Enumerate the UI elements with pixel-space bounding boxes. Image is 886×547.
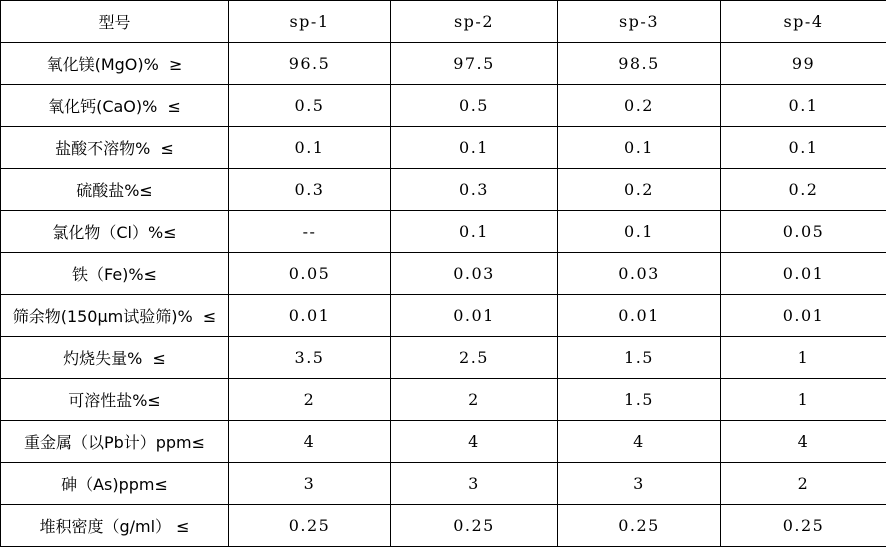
cell-value: 98.5 xyxy=(558,43,721,85)
cell-value: 0.25 xyxy=(391,505,558,547)
table-header-row xyxy=(1,1,886,43)
cell-value: 0.1 xyxy=(721,127,886,169)
header-model-label: 型号 xyxy=(1,1,229,43)
cell-value: 4 xyxy=(391,421,558,463)
table-row-heavy-metals xyxy=(1,421,886,463)
cell-value: 0.25 xyxy=(558,505,721,547)
cell-value: 0.01 xyxy=(229,295,391,337)
cell-value: 0.01 xyxy=(721,253,886,295)
cell-value: -- xyxy=(229,211,391,253)
cell-value: 0.1 xyxy=(558,211,721,253)
table-row-ignition-loss xyxy=(1,337,886,379)
cell-value: 0.3 xyxy=(229,169,391,211)
cell-value: 0.2 xyxy=(558,85,721,127)
row-label-cao: 氧化钙(CaO)% ≤ xyxy=(1,85,229,127)
cell-value: 97.5 xyxy=(391,43,558,85)
cell-value: 3 xyxy=(391,463,558,505)
cell-value: 3 xyxy=(558,463,721,505)
cell-value: 0.25 xyxy=(721,505,886,547)
cell-value: 0.1 xyxy=(391,211,558,253)
column-header-sp4: sp-4 xyxy=(721,1,886,43)
row-label-mgo: 氧化镁(MgO)% ≥ xyxy=(1,43,229,85)
row-label-sulfate: 硫酸盐%≤ xyxy=(1,169,229,211)
cell-value: 0.1 xyxy=(721,85,886,127)
cell-value: 0.05 xyxy=(229,253,391,295)
cell-value: 96.5 xyxy=(229,43,391,85)
cell-value: 0.5 xyxy=(391,85,558,127)
cell-value: 0.25 xyxy=(229,505,391,547)
cell-value: 0.1 xyxy=(229,127,391,169)
row-label-chloride: 氯化物（Cl）%≤ xyxy=(1,211,229,253)
row-label-arsenic: 砷（As)ppm≤ xyxy=(1,463,229,505)
column-header-sp2: sp-2 xyxy=(391,1,558,43)
row-label-heavy-metals: 重金属（以Pb计）ppm≤ xyxy=(1,421,229,463)
cell-value: 0.1 xyxy=(391,127,558,169)
cell-value: 1 xyxy=(721,379,886,421)
cell-value: 3.5 xyxy=(229,337,391,379)
cell-value: 0.2 xyxy=(558,169,721,211)
cell-value: 1.5 xyxy=(558,337,721,379)
column-header-sp3: sp-3 xyxy=(558,1,721,43)
cell-value: 1 xyxy=(721,337,886,379)
cell-value: 2.5 xyxy=(391,337,558,379)
cell-value: 4 xyxy=(721,421,886,463)
cell-value: 0.3 xyxy=(391,169,558,211)
row-label-soluble-salt: 可溶性盐%≤ xyxy=(1,379,229,421)
cell-value: 0.01 xyxy=(721,295,886,337)
table-row-mgo xyxy=(1,43,886,85)
row-label-bulk-density: 堆积密度（g/ml） ≤ xyxy=(1,505,229,547)
cell-value: 1.5 xyxy=(558,379,721,421)
cell-value: 2 xyxy=(391,379,558,421)
cell-value: 0.01 xyxy=(558,295,721,337)
table-row-sulfate xyxy=(1,169,886,211)
table-row-hcl-insoluble xyxy=(1,127,886,169)
table-row-sieve-residue xyxy=(1,295,886,337)
cell-value: 99 xyxy=(721,43,886,85)
table-row-cao xyxy=(1,85,886,127)
table-row-bulk-density xyxy=(1,505,886,547)
cell-value: 0.5 xyxy=(229,85,391,127)
column-header-sp1: sp-1 xyxy=(229,1,391,43)
table-row-soluble-salt xyxy=(1,379,886,421)
cell-value: 0.03 xyxy=(391,253,558,295)
table-row-iron xyxy=(1,253,886,295)
cell-value: 0.03 xyxy=(558,253,721,295)
row-label-hcl-insoluble: 盐酸不溶物% ≤ xyxy=(1,127,229,169)
cell-value: 0.2 xyxy=(721,169,886,211)
table-row-arsenic xyxy=(1,463,886,505)
cell-value: 4 xyxy=(229,421,391,463)
cell-value: 2 xyxy=(229,379,391,421)
table-row-chloride xyxy=(1,211,886,253)
cell-value: 2 xyxy=(721,463,886,505)
cell-value: 0.05 xyxy=(721,211,886,253)
cell-value: 4 xyxy=(558,421,721,463)
cell-value: 3 xyxy=(229,463,391,505)
cell-value: 0.1 xyxy=(558,127,721,169)
row-label-sieve-residue: 筛余物(150μm试验筛)% ≤ xyxy=(1,295,229,337)
row-label-iron: 铁（Fe)%≤ xyxy=(1,253,229,295)
row-label-ignition-loss: 灼烧失量% ≤ xyxy=(1,337,229,379)
cell-value: 0.01 xyxy=(391,295,558,337)
